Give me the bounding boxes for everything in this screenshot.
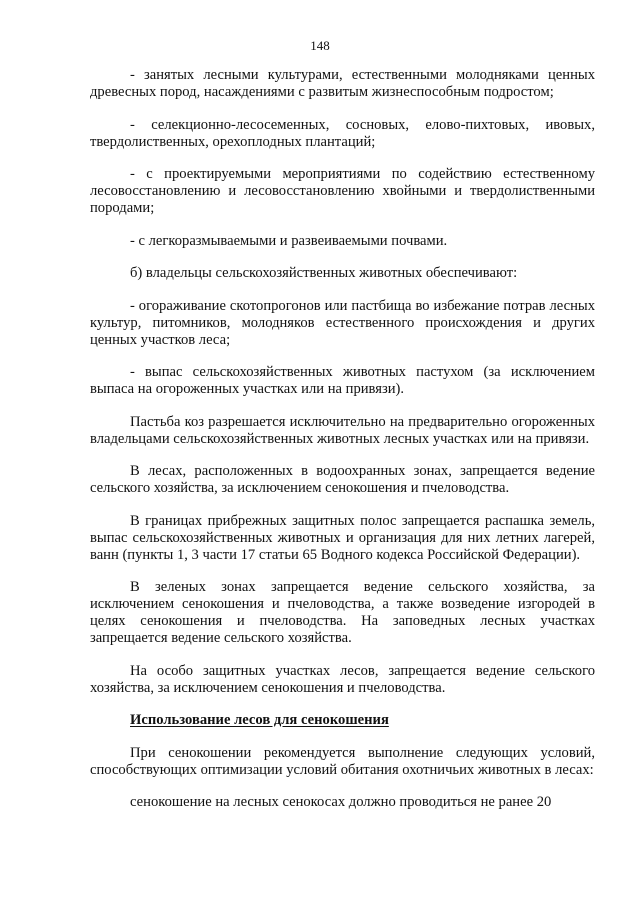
section-heading: Использование лесов для сенокошения bbox=[130, 712, 389, 728]
paragraph-herding: - выпас сельскохозяйственных животных пастухом (за исключением выпаса на огороженных участках или на привязи). bbox=[90, 364, 595, 397]
paragraph-goat-grazing: Пастьба коз разрешается исключительно на предварительно огороженных владельцами сельскохозяйственных животных лесных участках или на привязи. bbox=[90, 413, 595, 447]
paragraph-fencing: - огораживание скотопрогонов или пастбища во избежание потрав лесных культур, питомников, молодняков естественного происхождения и других ценных участков леса; bbox=[90, 297, 595, 348]
page-number: 148 bbox=[310, 38, 330, 53]
paragraph-plantations: - селекционно-лесосеменных, сосновых, елово-пихтовых, ивовых, твердолиственных, орехоплодных плантаций; bbox=[90, 116, 595, 150]
paragraph-livestock-owners: б) владельцы сельскохозяйственных животных обеспечивают: bbox=[130, 265, 518, 281]
paragraph-erodible-soils: - с легкоразмываемыми и развеиваемыми почвами. bbox=[130, 232, 448, 249]
paragraph-forest-cultures: - занятых лесными культурами, естественными молодняками ценных древесных пород, насаждениями с развитым жизнеспособным подростом; bbox=[90, 67, 595, 100]
paragraph-green-zones: В зеленых зонах запрещается ведение сельского хозяйства, за исключением сенокошения и пчеловодства, а также возведение изгородей в целях сенокошения и пчеловодства. На заповедных лесных участках запрещается ведение сельского хозяйства. bbox=[90, 579, 595, 646]
paragraph-haymaking-conditions: При сенокошении рекомендуется выполнение следующих условий, способствующих оптимизации условий обитания охотничьих животных в лесах: bbox=[90, 744, 595, 778]
paragraph-water-protection-zones: В лесах, расположенных в водоохранных зонах, запрещается ведение сельского хозяйства, за исключением сенокошения и пчеловодства. bbox=[90, 463, 595, 496]
paragraph-coastal-strips: В границах прибрежных защитных полос запрещается распашка земель, выпас сельскохозяйственных животных и организация для них летних лагерей, ванн (пункты 1, 3 части 17 статьи 65 Водного кодекса Российской Федерации). bbox=[90, 512, 595, 563]
document-body bbox=[90, 67, 595, 827]
paragraph-protective-areas: На особо защитных участках лесов, запрещается ведение сельского хозяйства, за исключением сенокошения и пчеловодства. bbox=[90, 662, 595, 696]
paragraph-haymaking-timing: сенокошение на лесных сенокосах должно проводиться не ранее 20 bbox=[130, 794, 552, 810]
paragraph-reforestation: - с проектируемыми мероприятиями по содействию естественному лесовосстановлению и лесовосстановлению хвойными и твердолиственными породами; bbox=[90, 166, 595, 216]
